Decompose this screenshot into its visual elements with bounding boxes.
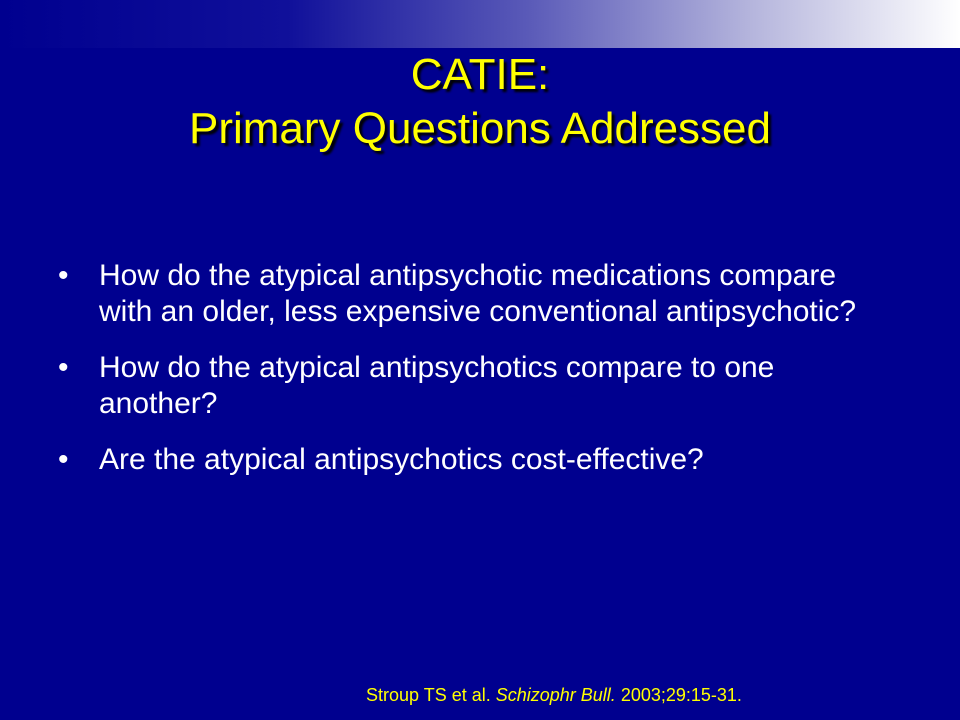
bullet-list xyxy=(58,258,888,498)
citation-journal: Schizophr Bull. xyxy=(495,685,616,705)
slide-title xyxy=(0,48,960,156)
top-gradient-band xyxy=(0,0,960,48)
bullet-item xyxy=(58,442,888,478)
bullet-text: How do the atypical antipsychotic medications compare with an older, less expensive conventional antipsychotic? xyxy=(99,259,857,328)
bullet-dot-icon: • xyxy=(58,443,69,476)
bullet-item xyxy=(58,350,888,422)
citation xyxy=(366,683,742,707)
bullet-dot-icon: • xyxy=(58,259,69,292)
bullet-item xyxy=(58,258,888,330)
bullet-dot-icon: • xyxy=(58,351,69,384)
citation-authors: Stroup TS et al. xyxy=(366,685,496,705)
bullet-text: How do the atypical antipsychotics compare to one another? xyxy=(99,351,775,420)
bullet-text: Are the atypical antipsychotics cost-effective? xyxy=(99,443,704,476)
title-line-1: CATIE: xyxy=(410,50,550,99)
title-line-2: Primary Questions Addressed xyxy=(188,104,772,153)
citation-details: 2003;29:15-31. xyxy=(615,685,742,705)
